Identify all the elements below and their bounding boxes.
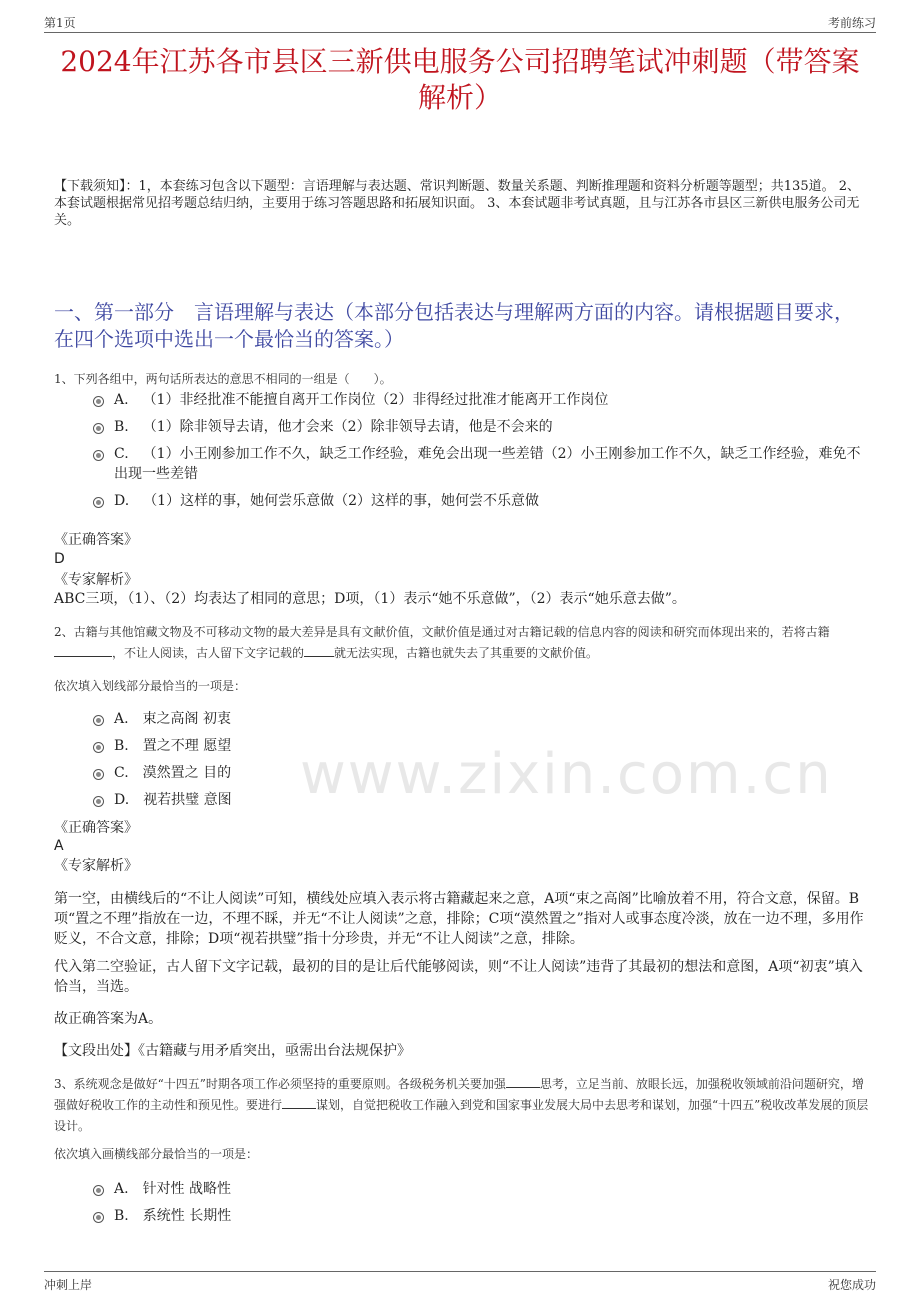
document-title: 2024年江苏各市县区三新供电服务公司招聘笔试冲刺题（带答案解析） xyxy=(60,45,860,114)
question-1-analysis: ABC三项，（1）、（2）均表达了相同的意思；D项，（1）表示“她不乐意做”，（2）表示“她乐意去做”。 xyxy=(54,591,686,607)
source-text: 《古籍藏与用矛盾突出，亟需出台法规保护》 xyxy=(138,1043,411,1059)
question-2-answer: A xyxy=(54,838,64,854)
radio-icon[interactable] xyxy=(93,1185,104,1196)
source-label: 【文段出处】 xyxy=(54,1043,138,1059)
option-text: 置之不理 愿望 xyxy=(142,738,232,754)
section-title: 言语理解与表达（本部分包括表达与理解两方面的内容。请根据题目要求，在四个选项中选出一个最恰当的答案。） xyxy=(54,300,854,351)
option-text: 漠然置之 目的 xyxy=(142,765,232,781)
question-1-option-d[interactable] xyxy=(92,491,874,511)
option-text: 针对性 战略性 xyxy=(142,1181,232,1197)
radio-icon[interactable] xyxy=(93,1212,104,1223)
option-text: 束之高阁 初衷 xyxy=(142,711,232,727)
footer-left-text: 冲刺上岸 xyxy=(44,1278,93,1292)
radio-icon[interactable] xyxy=(93,450,104,461)
stem-part: 3、系统观念是做好“十四五”时期各项工作必须坚持的重要原则。各级税务机关要加强 xyxy=(54,1077,506,1091)
question-3-option-b[interactable] xyxy=(92,1206,874,1226)
question-3-prompt: 依次填入画横线部分最恰当的一项是： xyxy=(54,1147,259,1161)
question-1-options xyxy=(92,390,874,511)
question-3-stem xyxy=(54,1074,874,1137)
page-footer xyxy=(44,1271,876,1296)
question-1-option-a[interactable] xyxy=(92,390,874,410)
question-3-options xyxy=(92,1179,874,1226)
question-2-analysis-1: 第一空，由横线后的“不让人阅读”可知，横线处应填入表示将古籍藏起来之意，A项“束之高阁”比喻放着不用，符合文意，保留。B项“置之不理”指放在一边，不理不睬，并无“不让人阅读”之意，排除；C项“漠然置之”指对人或事态度冷淡，放在一边不理，多用作贬义，不合文意，排除；D项“视若拱璧”指十分珍贵，并无“不让人阅读”之意，排除。 xyxy=(54,891,864,947)
section-heading xyxy=(54,299,864,353)
header-tag: 考前练习 xyxy=(827,16,876,30)
option-letter: C. xyxy=(114,765,129,781)
radio-icon[interactable] xyxy=(93,796,104,807)
analysis-label: 《专家解析》 xyxy=(54,572,138,588)
stem-part: 就无法实现，古籍也就失去了其重要的文献价值。 xyxy=(334,646,599,660)
section-number: 一、第一部分 xyxy=(54,300,174,324)
question-2-option-d[interactable] xyxy=(92,790,874,810)
option-letter: D. xyxy=(114,493,130,509)
option-letter: D. xyxy=(114,792,130,808)
answer-label: 《正确答案》 xyxy=(54,820,138,836)
stem-part: ，不让人阅读，古人留下文字记载的 xyxy=(112,646,305,660)
question-1-stem: 1、下列各组中，两句话所表达的意思不相同的一组是（ ）。 xyxy=(54,372,392,386)
question-2-analysis-2: 代入第二空验证，古人留下文字记载，最初的目的是让后代能够阅读，则“不让人阅读”违背了其最初的想法和意图，A项“初衷”填入恰当，当选。 xyxy=(54,959,863,995)
radio-icon[interactable] xyxy=(93,742,104,753)
option-text: （1）小王刚参加工作不久，缺乏工作经验，难免会出现一些差错（2）小王刚参加工作不久，缺乏工作经验，难免不出现一些差错 xyxy=(114,446,861,482)
stem-part: 2、古籍与其他馆藏文物及不可移动文物的最大差异是具有文献价值，文献价值是通过对古籍记载的信息内容的阅读和研究而体现出来的，若将古籍 xyxy=(54,625,830,639)
page-number: 第1页 xyxy=(44,16,76,30)
download-notice: 【下载须知】：1，本套练习包含以下题型：言语理解与表达题、常识判断题、数量关系题、判断推理题和资料分析题等题型；共135道。 2、本套试题根据常见招考题总结归纳，主要用于练习答题思路和拓展知识面。 3、本套试题非考试真题，且与江苏各市县区三新供电服务公司无关。 xyxy=(54,179,860,228)
option-letter: A. xyxy=(114,1181,129,1197)
question-1-option-b[interactable] xyxy=(92,417,874,437)
question-2-option-c[interactable] xyxy=(92,763,874,783)
question-2-prompt: 依次填入划线部分最恰当的一项是： xyxy=(54,679,247,693)
fill-blank-2 xyxy=(304,643,334,657)
radio-icon[interactable] xyxy=(93,497,104,508)
answer-label: 《正确答案》 xyxy=(54,532,138,548)
stem-part: 谋划，自觉把税收工作融入到党和国家事业发展大局中去思考和谋划，加强“十四五”税收改革发展的顶层设计。 xyxy=(54,1098,869,1133)
question-2-options xyxy=(92,709,874,810)
option-letter: B. xyxy=(114,738,129,754)
question-1-answer: D xyxy=(54,551,65,567)
radio-icon[interactable] xyxy=(93,423,104,434)
option-text: 系统性 长期性 xyxy=(142,1208,232,1224)
option-text: （1）这样的事，她何尝乐意做（2）这样的事，她何尝不乐意做 xyxy=(143,493,540,509)
question-2-stem xyxy=(54,622,874,664)
radio-icon[interactable] xyxy=(93,769,104,780)
option-text: （1）非经批准不能擅自离开工作岗位（2）非得经过批准才能离开工作岗位 xyxy=(142,392,609,408)
fill-blank-2 xyxy=(282,1095,316,1109)
radio-icon[interactable] xyxy=(93,715,104,726)
option-letter: A. xyxy=(114,392,129,408)
question-2-option-b[interactable] xyxy=(92,736,874,756)
footer-right-text: 祝您成功 xyxy=(827,1278,876,1292)
radio-icon[interactable] xyxy=(93,396,104,407)
fill-blank-1 xyxy=(506,1074,540,1088)
question-3-option-a[interactable] xyxy=(92,1179,874,1199)
stem-part: 思考，立足当前、放眼长远，加强税收领域前沿问题研究，增强做好税收工作的主动性和预见性。要进行 xyxy=(54,1077,864,1112)
option-letter: B. xyxy=(114,419,129,435)
question-1-option-c[interactable] xyxy=(92,444,874,484)
page-header xyxy=(44,12,876,33)
option-text: 视若拱璧 意图 xyxy=(143,792,232,808)
question-2-option-a[interactable] xyxy=(92,709,874,729)
watermark: www.zixin.com.cn xyxy=(300,742,833,807)
option-letter: B. xyxy=(114,1208,129,1224)
option-text: （1）除非领导去请，他才会来（2）除非领导去请，他是不会来的 xyxy=(142,419,553,435)
fill-blank-1 xyxy=(54,643,112,657)
analysis-label: 《专家解析》 xyxy=(54,858,138,874)
question-2-source xyxy=(54,1041,874,1061)
option-letter: A. xyxy=(114,711,129,727)
question-2-analysis-3: 故正确答案为A。 xyxy=(54,1011,163,1027)
option-letter: C. xyxy=(114,446,129,462)
